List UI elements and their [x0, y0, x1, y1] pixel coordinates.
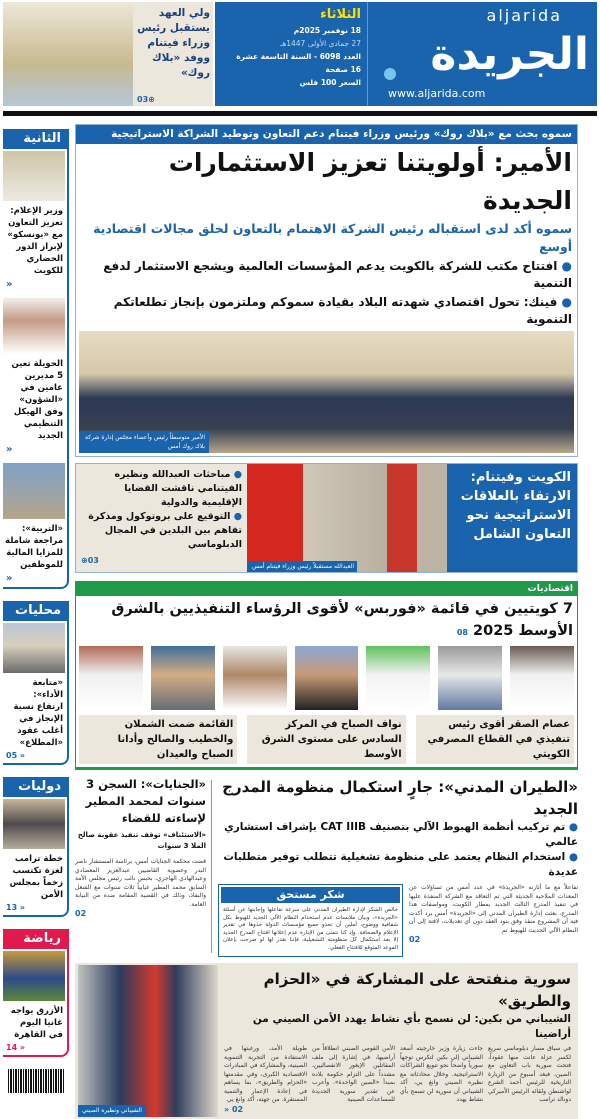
barcode: [8, 1069, 64, 1093]
bullet-icon: ●: [557, 295, 572, 309]
main-column: [75, 124, 578, 1119]
ceo-photo[interactable]: [79, 646, 143, 710]
court-story: [75, 776, 211, 957]
ceo-photo[interactable]: [366, 646, 430, 710]
sidebar-page[interactable]: « 13: [6, 903, 26, 912]
bullet-icon: ●: [565, 851, 578, 863]
syria-page[interactable]: 02 «: [224, 1104, 244, 1114]
sidebar-item[interactable]: «التربية»: مراجعة شاملة للمزايا المالية للموظفين: [5, 524, 63, 570]
sidebar-section-local: [3, 601, 69, 765]
masthead: [215, 2, 597, 106]
sidebar-section-international: [3, 777, 69, 917]
syria-column: في سياق مسار دبلوماسي سريع لكسر عزلة عانت منها عقوداً، فتحت سورية باب التعاون مع الصين، فبعد أسبوع من الزيارة التاريخية للرئيس أحمد الشرع لواشنطن ولقائه الرئيس الأميركي دونالد ترامب: [488, 1045, 571, 1103]
sidebar-photo[interactable]: [3, 463, 65, 519]
thanks-box-body: خالص الشكر لإدارة الطيران المدني على سرعة تفاعلها وإجابتها عن أسئلة «الجريدة»، وبيان ملابسات عدم استخدام النظام الآلي الجديد للهبوط بكل شفافية ووضوح، آملين أن تحذو جميع مؤسسات الدولة حذوها في تقدير الإعلام والصحافة. وإذ كنا نتمنى من الإدارة عدم إعلانها افتتاح المدرج الجديد إلا بعد استكمال كل منظومته التشغيلية، فإننا نقدر لها لو صرحت بإعلان الموعد المتوقع للافتتاح الفعلي.: [223, 907, 398, 951]
aviation-page[interactable]: 02: [409, 935, 421, 944]
aviation-headline[interactable]: «الطيران المدني»: جارٍ استكمال منظومة المدرج الجديد: [222, 778, 578, 818]
bullet-icon: ●: [230, 511, 242, 522]
sidebar-page[interactable]: « 05: [6, 751, 26, 760]
syria-photo[interactable]: [78, 965, 218, 1117]
aviation-story: [212, 776, 578, 957]
sidebar-section-title[interactable]: الثانية: [3, 129, 67, 149]
vietnam-photo[interactable]: [247, 464, 447, 572]
economy-caption: نواف الصباح في المركز السادس على مستوى الشرق الأوسط: [247, 715, 405, 764]
thanks-box-title: شكر مستحق: [221, 887, 400, 903]
read-more-icon[interactable]: «: [6, 573, 13, 584]
sidebar-item[interactable]: «متابعة الأداء»: ارتفاع نسبة الإنجاز في أغلب عقود «المطلاع»: [13, 678, 63, 748]
sidebar-photo[interactable]: [3, 951, 65, 1001]
vietnam-bullets: [76, 464, 247, 572]
lead-bullet: ● فينك: تحول اقتصادي شهدته البلاد بقيادة سموكم وملتزمون بإنجاز تطلعاتكم التنموية: [113, 295, 572, 326]
court-body: قضت محكمة الجنايات أمس، برئاسة المستشار ناصر البدر وعضوية القاضيين عبدالعزيز المعضادي وعبدالهادي الهاجري، بحبس نائب رئيس مجلس الأمة السابق محمد المطير غيابياً ثلاث سنوات مع الشغل والنفاذ، وذلك في القضية المقامة ضده من النيابة العامة.: [75, 858, 206, 908]
court-page[interactable]: 02: [75, 909, 87, 918]
day: الثلاثاء: [320, 7, 361, 22]
lead-headline[interactable]: الأمير: أولويتنا تعزيز الاستثمارات الجديدة: [168, 148, 572, 215]
syria-photo-caption: الشيباني ونظيره الصيني: [78, 1105, 146, 1117]
lead-photo-caption: الأمير متوسطاً رئيس وأعضاء مجلس إدارة شركة بلاك روك أمس: [79, 431, 209, 453]
syria-columns: [224, 1045, 571, 1114]
sidebar-section-title[interactable]: رياضة: [3, 929, 67, 949]
sidebar-photo[interactable]: [3, 298, 65, 354]
vietnam-photo-caption: العبدالله مستقبلاً رئيس وزراء فيتنام أمس: [247, 561, 357, 572]
court-headline[interactable]: «الجنايات»: السجن 3 سنوات لمحمد المطير لإساءته للقضاء: [85, 777, 206, 825]
ceo-photo[interactable]: [295, 646, 359, 710]
logo-latin: aljarida: [486, 6, 562, 25]
ceo-photo[interactable]: [151, 646, 215, 710]
sidebar-section-title[interactable]: محليات: [3, 601, 67, 621]
logo-arabic: الجريدة: [430, 29, 589, 80]
price: السعر 100 فلس: [299, 78, 361, 87]
date-gregorian: 18 نوفمبر 2025م: [293, 26, 361, 35]
logo[interactable]: [368, 2, 597, 106]
aviation-body-row: [218, 884, 578, 957]
court-sub: «الاستئناف» توقف تنفيذ عقوبة صالح الملا 3 سنوات: [77, 831, 206, 850]
lead-photo[interactable]: [79, 331, 574, 453]
economy-section-label[interactable]: اقتصاديات: [76, 582, 577, 596]
syria-column: جاءت زيارة وزير خارجيته أسعد الشيباني إلى بكين لتكرس توجهاً سورياً واضحاً نحو تنويع الشراكات الاستراتيجية. وخلال محادثاته مع نظيره الصيني وانغ يي، أكد الشيباني أن سورية لن تسمح بأي نشاط يهدد: [400, 1045, 483, 1103]
vietnam-page[interactable]: 03⊕: [81, 556, 99, 565]
lead-kicker: سموه بحث مع «بلاك روك» ورئيس وزراء فيتنام دعم التعاون وتوطيد الشراكة الاستراتيجية: [76, 125, 577, 144]
sidebar-item[interactable]: خطة ترامب لغزة تكتسب زخماً بمجلس الأمن: [9, 854, 63, 900]
lead-bullet: ● افتتاح مكتب للشركة بالكويت يدعم المؤسسات العالمية ويشجع الاستثمار لدفع التنمية: [103, 259, 572, 290]
economy-captions: [76, 710, 577, 764]
economy-photos: [76, 646, 577, 710]
lead-story: [75, 124, 578, 457]
sidebar-section-title[interactable]: دوليات: [3, 777, 67, 797]
read-more-icon[interactable]: «: [6, 444, 13, 455]
plus-icon: ⊕: [148, 95, 155, 104]
ceo-photo[interactable]: [510, 646, 574, 710]
column-divider: [211, 780, 212, 953]
lead-subhead: سموه أكد لدى استقباله رئيس الشركة الاهتمام بالتعاون لخلق مجالات اقتصادية أوسع: [93, 221, 572, 254]
issue-number: العدد 6098 - السنة التاسعة عشرة: [236, 52, 361, 61]
sidebar-item[interactable]: الحويلة تعين 5 مديرين عامين في «الشؤون» وفق الهيكل التنظيمي الجديد: [11, 359, 63, 441]
logo-dot: [384, 68, 396, 80]
vietnam-bullet: ● التوقيع على بروتوكول ومذكرة تفاهم بين البلدين في المجال الدبلوماسي: [88, 511, 242, 550]
top-teaser-photo: [3, 2, 133, 106]
syria-last-column: [224, 1045, 307, 1114]
economy-story: [75, 581, 578, 770]
date-hijri: 27 جمادى الأولى 1447هـ: [280, 39, 361, 48]
top-teaser[interactable]: [3, 2, 213, 106]
website[interactable]: www.aljarida.com: [388, 87, 486, 100]
ceo-photo[interactable]: [223, 646, 287, 710]
syria-text: [218, 965, 575, 1117]
economy-page[interactable]: 08: [456, 628, 468, 637]
sidebar-photo[interactable]: [3, 799, 65, 849]
aviation-bullet: ● استخدام النظام يعتمد على منظومة تشغيلية تتطلب توفير متطلبات عديدة: [223, 851, 578, 878]
sidebar-section-second: [3, 129, 69, 589]
syria-subhead: الشيباني من بكين: لن نسمح بأي نشاط يهدد الأمن الصيني من أراضينا: [252, 1013, 571, 1040]
plus-icon: ⊕: [81, 556, 88, 565]
masthead-rule: [3, 111, 597, 116]
sidebar-item[interactable]: الأزرق يواجه غانيا اليوم في القاهرة: [10, 1006, 63, 1040]
aviation-court-row: [75, 776, 578, 957]
ceo-photo[interactable]: [438, 646, 502, 710]
page-count: 16 صفحة: [325, 65, 361, 74]
vietnam-headline[interactable]: الكويت وفيتنام: الارتقاء بالعلاقات الاستراتيجية نحو التعاون الشامل: [447, 464, 577, 572]
bullet-icon: ●: [565, 821, 578, 833]
syria-column: طويلة الأمد، ورغبتها في الاستفادة من التجربة التنموية الصينية، والمشاركة في المبادرات الاقتصادية الكبرى، وفي مقدمتها «الحزام والطريق»، بما يساهم في إعادة الإعمار والتنمية المستقرة. من جهته، أكد وانغ يي: [224, 1045, 307, 1103]
economy-caption: عصام الصقر أقوى رئيس تنفيذي في القطاع المصرفي الكويتي: [416, 715, 574, 764]
issue-info: [215, 2, 368, 106]
aviation-bullet: ● تم تركيب أنظمة الهبوط الآلي بتصنيف CAT IIIB بإشراف استشاري عالمي: [224, 821, 578, 848]
syria-headline[interactable]: سورية منفتحة على المشاركة في «الحزام والطريق»: [263, 970, 571, 1010]
aviation-body-col: [409, 884, 578, 957]
syria-column: الأمن القومي الصيني انطلاقاً من أراضيها، في إشارة إلى ملف المقاتلين الإيغور الانفصاليين، مشدداً على التزام حكومة بلاده بمبدأ «الصين الواحدة». وأعرب عن تقدير سورية الجديدة للمساعدات الصينية: [312, 1045, 395, 1103]
sidebar: [3, 129, 69, 1093]
economy-headline[interactable]: 7 كويتيين في قائمة «فوربس» لأقوى الرؤساء التنفيذيين بالشرق الأوسط 2025 08: [111, 601, 573, 639]
vietnam-story: [75, 463, 578, 573]
sidebar-photo[interactable]: [3, 623, 65, 673]
bullet-icon: ●: [230, 469, 242, 480]
sidebar-page[interactable]: « 14: [6, 1043, 26, 1052]
sidebar-item[interactable]: وزير الإعلام: تعزيز التعاون مع «يونسكو» لإبراز الدور الحضاري للكويت: [7, 206, 63, 276]
top-teaser-title: ولي العهد يستقبل رئيس وزراء فيتنام ووفد «بلاك روك»: [137, 7, 210, 79]
top-teaser-page[interactable]: ⊕03: [137, 95, 155, 104]
syria-story: [75, 963, 578, 1119]
sidebar-photo[interactable]: [3, 151, 65, 201]
read-more-icon[interactable]: «: [6, 279, 13, 290]
economy-caption: القائمة ضمت الشملان والخطيب والصالح وأدانا الصباح والعيدان: [79, 715, 237, 764]
bullet-icon: ●: [557, 259, 572, 273]
vietnam-bullet: ● مباحثات العبدالله ونظيره الفيتنامي ناقشت القضايا الإقليمية والدولية: [114, 469, 242, 508]
thanks-box: [218, 884, 403, 957]
aviation-body: تفاعلاً مع ما أثارته «الجريدة» في عدد أمس من تساؤلات عن المعدات الملاحية الحديثة التي تم التعاقد مع الشركة المنفذة عليها في تنفيذ المدرج الثالث الجديد بمطار الكويت، ومواصفات هذا المدرج، بعثت إدارة الطيران المدني إلى «الجريدة» أمس برد أكدت فيه أن المشروع منفذ وفق بنود العقد دون أي تعديلات، لافتة إلى أن النظام الآلي الحديث للهبوط تم: [409, 884, 578, 934]
sidebar-section-sports: [3, 929, 69, 1057]
